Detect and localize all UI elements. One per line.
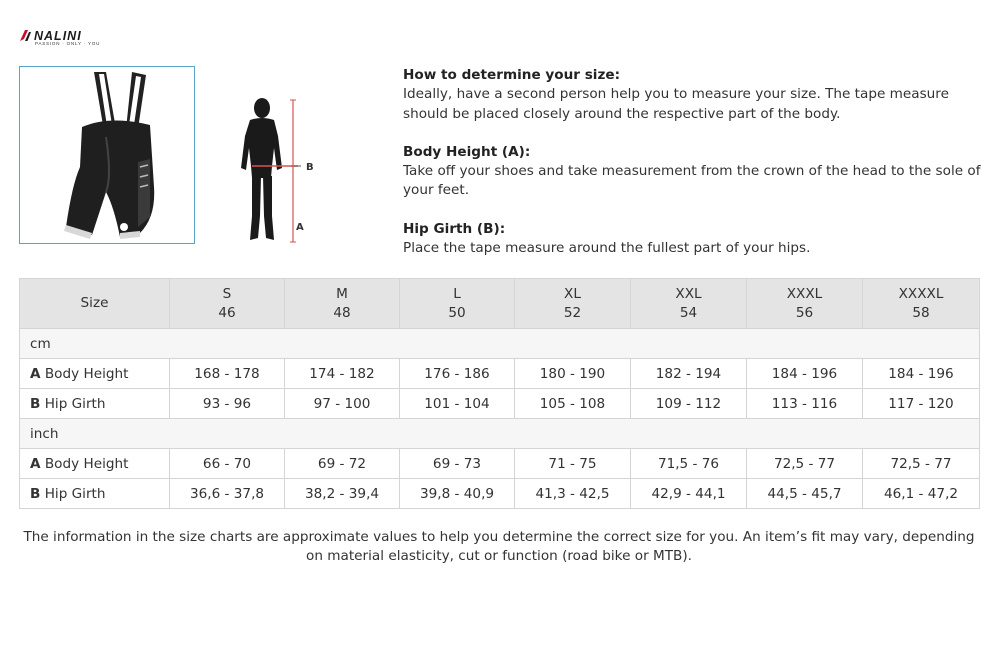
table-cell: 184 - 196 xyxy=(863,359,980,389)
size-column-header: XL 52 xyxy=(515,279,631,329)
size-column-header: XXXXL 58 xyxy=(863,279,980,329)
size-column-header: M 48 xyxy=(285,279,400,329)
brand-logo xyxy=(18,27,118,49)
table-row xyxy=(20,449,980,479)
hip-title: Hip Girth (B): xyxy=(403,220,506,237)
how-text: Ideally, have a second person help you to measure your size. The tape measure should be placed closely around the respective part of the body. xyxy=(403,86,949,122)
label-a: A xyxy=(296,222,304,233)
table-cell: 93 - 96 xyxy=(170,389,285,419)
table-cell: 71 - 75 xyxy=(515,449,631,479)
height-title: Body Height (A): xyxy=(403,143,531,160)
table-row xyxy=(20,389,980,419)
unit-label: inch xyxy=(20,419,980,449)
table-cell: 184 - 196 xyxy=(747,359,863,389)
sizing-instructions xyxy=(403,66,983,258)
table-row xyxy=(20,479,980,509)
size-header-row xyxy=(20,279,980,329)
row-label: A Body Height xyxy=(20,359,170,389)
row-label: B Hip Girth xyxy=(20,389,170,419)
bib-shorts-image xyxy=(20,67,194,243)
size-table xyxy=(19,278,980,509)
table-cell: 72,5 - 77 xyxy=(747,449,863,479)
unit-group-row xyxy=(20,329,980,359)
size-column-header: S 46 xyxy=(170,279,285,329)
table-cell: 168 - 178 xyxy=(170,359,285,389)
table-cell: 69 - 72 xyxy=(285,449,400,479)
height-text: Take off your shoes and take measurement from the crown of the head to the sole of your feet. xyxy=(403,163,981,199)
unit-group-row xyxy=(20,419,980,449)
table-cell: 46,1 - 47,2 xyxy=(863,479,980,509)
size-column-header: XXL 54 xyxy=(631,279,747,329)
table-cell: 117 - 120 xyxy=(863,389,980,419)
table-cell: 69 - 73 xyxy=(400,449,515,479)
size-header: Size xyxy=(20,279,170,329)
table-cell: 182 - 194 xyxy=(631,359,747,389)
product-image-frame[interactable] xyxy=(19,66,195,244)
brand-name: NALINI xyxy=(34,29,82,43)
brand-tagline: PASSION · ONLY · YOU xyxy=(35,41,101,46)
table-cell: 105 - 108 xyxy=(515,389,631,419)
label-b: B xyxy=(306,162,314,173)
size-column-header: L 50 xyxy=(400,279,515,329)
row-label: A Body Height xyxy=(20,449,170,479)
table-cell: 109 - 112 xyxy=(631,389,747,419)
table-cell: 113 - 116 xyxy=(747,389,863,419)
how-title: How to determine your size: xyxy=(403,67,621,83)
table-cell: 41,3 - 42,5 xyxy=(515,479,631,509)
table-cell: 39,8 - 40,9 xyxy=(400,479,515,509)
table-cell: 97 - 100 xyxy=(285,389,400,419)
table-cell: 38,2 - 39,4 xyxy=(285,479,400,509)
table-cell: 71,5 - 76 xyxy=(631,449,747,479)
table-cell: 44,5 - 45,7 xyxy=(747,479,863,509)
size-column-header: XXXL 56 xyxy=(747,279,863,329)
row-label: B Hip Girth xyxy=(20,479,170,509)
table-cell: 66 - 70 xyxy=(170,449,285,479)
measurement-figure xyxy=(236,96,326,246)
table-row xyxy=(20,359,980,389)
body-silhouette-icon xyxy=(236,96,326,246)
hip-text: Place the tape measure around the fullest part of your hips. xyxy=(403,240,811,257)
table-cell: 176 - 186 xyxy=(400,359,515,389)
table-cell: 42,9 - 44,1 xyxy=(631,479,747,509)
table-cell: 101 - 104 xyxy=(400,389,515,419)
table-cell: 72,5 - 77 xyxy=(863,449,980,479)
table-cell: 180 - 190 xyxy=(515,359,631,389)
disclaimer-text: The information in the size charts are approximate values to help you determine the correct size for you. An item’s fit may vary, depending on material elasticity, cut or function (road bike or MTB). xyxy=(23,529,975,565)
nalini-logo-icon xyxy=(18,28,34,44)
table-cell: 174 - 182 xyxy=(285,359,400,389)
table-cell: 36,6 - 37,8 xyxy=(170,479,285,509)
unit-label: cm xyxy=(20,329,980,359)
